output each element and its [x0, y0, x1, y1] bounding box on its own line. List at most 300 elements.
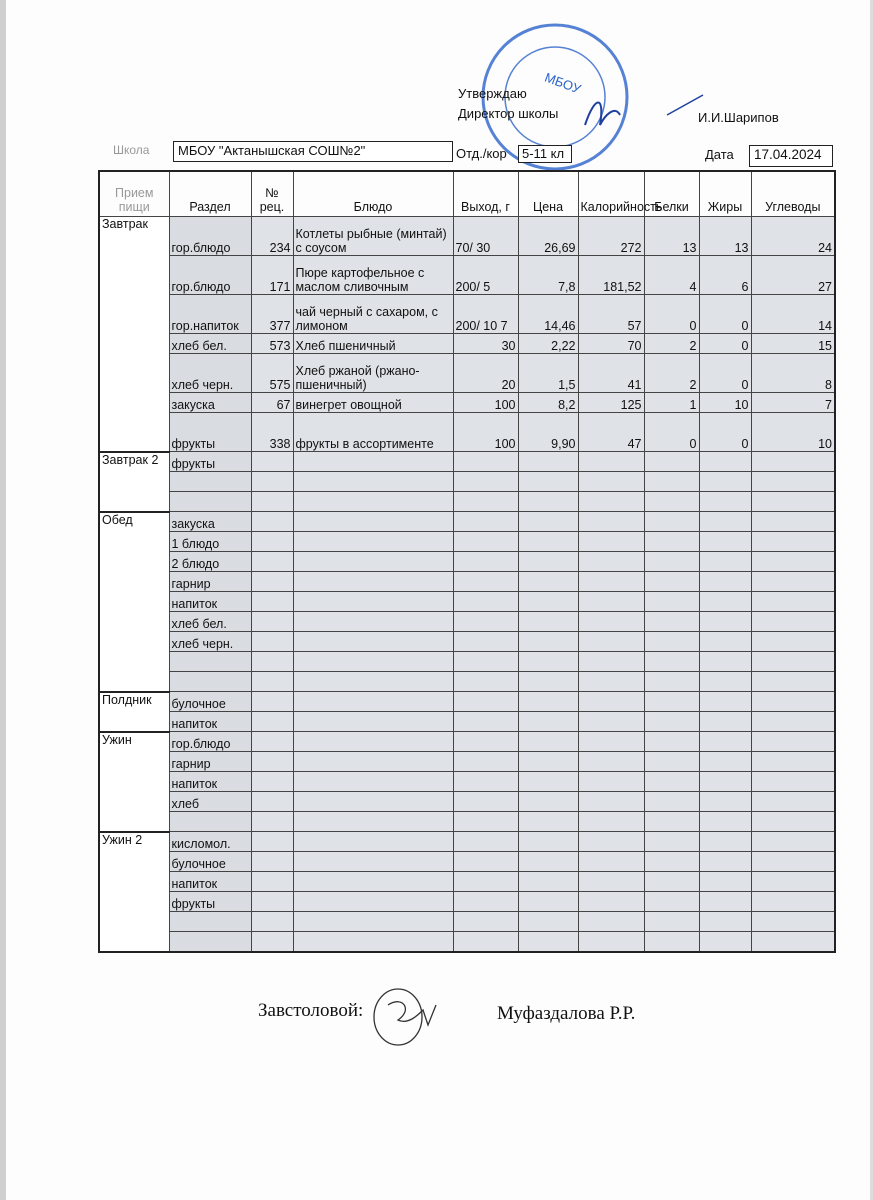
carbs-cell: [751, 872, 835, 892]
fat-cell: [699, 852, 751, 872]
output-cell: [453, 512, 518, 532]
calories-cell: [578, 612, 644, 632]
col-calories: Калорийность: [578, 171, 644, 217]
carbs-cell: 10: [751, 413, 835, 452]
output-cell: [453, 812, 518, 832]
price-cell: 26,69: [518, 217, 578, 256]
carbs-cell: [751, 572, 835, 592]
calories-cell: [578, 592, 644, 612]
carbs-cell: [751, 452, 835, 472]
table-header: [99, 171, 835, 217]
col-price: Цена: [518, 171, 578, 217]
output-cell: [453, 452, 518, 472]
section-cell: напиток: [169, 712, 251, 732]
table-row: [99, 295, 835, 334]
output-cell: [453, 772, 518, 792]
section-cell: гор.блюдо: [169, 256, 251, 295]
carbs-cell: [751, 852, 835, 872]
output-cell: [453, 492, 518, 512]
carbs-cell: [751, 652, 835, 672]
table-row: [99, 752, 835, 772]
section-cell: [169, 932, 251, 953]
fat-cell: 0: [699, 334, 751, 354]
table-row: [99, 472, 835, 492]
col-output: Выход, г: [453, 171, 518, 217]
protein-cell: [644, 732, 699, 752]
output-cell: [453, 852, 518, 872]
section-cell: гарнир: [169, 752, 251, 772]
output-cell: [453, 592, 518, 612]
carbs-cell: [751, 552, 835, 572]
protein-cell: [644, 692, 699, 712]
recipe-cell: [251, 572, 293, 592]
dish-cell: [293, 532, 453, 552]
approve-label: Утверждаю: [458, 86, 527, 101]
carbs-cell: [751, 772, 835, 792]
table-row: [99, 492, 835, 512]
dish-cell: Хлеб пшеничный: [293, 334, 453, 354]
dish-cell: [293, 932, 453, 953]
calories-cell: 272: [578, 217, 644, 256]
dish-cell: [293, 732, 453, 752]
recipe-cell: [251, 592, 293, 612]
table-row: [99, 792, 835, 812]
output-cell: [453, 792, 518, 812]
recipe-cell: [251, 932, 293, 953]
protein-cell: [644, 552, 699, 572]
section-cell: гарнир: [169, 572, 251, 592]
dish-cell: [293, 472, 453, 492]
calories-cell: [578, 932, 644, 953]
table-row: [99, 932, 835, 953]
recipe-cell: [251, 492, 293, 512]
fat-cell: [699, 592, 751, 612]
fat-cell: [699, 512, 751, 532]
fat-cell: [699, 552, 751, 572]
price-cell: [518, 492, 578, 512]
fat-cell: 6: [699, 256, 751, 295]
section-cell: напиток: [169, 772, 251, 792]
calories-cell: [578, 632, 644, 652]
output-cell: [453, 912, 518, 932]
protein-cell: [644, 572, 699, 592]
fat-cell: [699, 812, 751, 832]
output-cell: [453, 572, 518, 592]
table-row: [99, 692, 835, 712]
price-cell: [518, 932, 578, 953]
price-cell: [518, 612, 578, 632]
calories-cell: [578, 852, 644, 872]
output-cell: [453, 472, 518, 492]
output-cell: 70/ 30: [453, 217, 518, 256]
dish-cell: [293, 572, 453, 592]
recipe-cell: [251, 772, 293, 792]
fat-cell: 0: [699, 295, 751, 334]
protein-cell: [644, 452, 699, 472]
fat-cell: 0: [699, 354, 751, 393]
dish-cell: [293, 552, 453, 572]
section-cell: закуска: [169, 512, 251, 532]
carbs-cell: [751, 792, 835, 812]
carbs-cell: 15: [751, 334, 835, 354]
carbs-cell: 7: [751, 393, 835, 413]
carbs-cell: [751, 672, 835, 692]
output-cell: [453, 692, 518, 712]
protein-cell: [644, 872, 699, 892]
calories-cell: [578, 452, 644, 472]
calories-cell: 41: [578, 354, 644, 393]
price-cell: [518, 732, 578, 752]
svg-text:МБОУ: МБОУ: [542, 69, 583, 97]
table-row: [99, 912, 835, 932]
fat-cell: [699, 492, 751, 512]
protein-cell: [644, 532, 699, 552]
carbs-cell: [751, 752, 835, 772]
section-cell: булочное: [169, 692, 251, 712]
director-label: Директор школы: [458, 106, 559, 121]
calories-cell: [578, 812, 644, 832]
carbs-cell: 14: [751, 295, 835, 334]
dish-cell: [293, 592, 453, 612]
protein-cell: 0: [644, 295, 699, 334]
fat-cell: [699, 532, 751, 552]
recipe-cell: [251, 912, 293, 932]
recipe-cell: 171: [251, 256, 293, 295]
table-row: [99, 812, 835, 832]
carbs-cell: [751, 812, 835, 832]
output-cell: [453, 932, 518, 953]
meal-name: Обед: [99, 512, 169, 692]
dish-cell: [293, 912, 453, 932]
calories-cell: [578, 492, 644, 512]
calories-cell: [578, 792, 644, 812]
table-row: [99, 832, 835, 852]
dept-field: 5-11 кл: [518, 145, 572, 163]
recipe-cell: [251, 832, 293, 852]
carbs-cell: [751, 712, 835, 732]
price-cell: 8,2: [518, 393, 578, 413]
price-cell: [518, 772, 578, 792]
output-cell: [453, 752, 518, 772]
carbs-cell: 24: [751, 217, 835, 256]
protein-cell: [644, 932, 699, 953]
dish-cell: [293, 872, 453, 892]
meal-name: Ужин: [99, 732, 169, 832]
carbs-cell: [751, 632, 835, 652]
recipe-cell: [251, 712, 293, 732]
dept-label: Отд./кор: [456, 146, 507, 161]
dish-cell: [293, 512, 453, 532]
output-cell: [453, 732, 518, 752]
calories-cell: [578, 772, 644, 792]
recipe-cell: [251, 672, 293, 692]
carbs-cell: [751, 892, 835, 912]
fat-cell: [699, 472, 751, 492]
price-cell: [518, 592, 578, 612]
dish-cell: Хлеб ржаной (ржано-пшеничный): [293, 354, 453, 393]
table-row: [99, 354, 835, 393]
section-cell: хлеб бел.: [169, 612, 251, 632]
table-row: [99, 892, 835, 912]
output-cell: [453, 672, 518, 692]
col-fat: Жиры: [699, 171, 751, 217]
output-cell: [453, 632, 518, 652]
protein-cell: [644, 652, 699, 672]
calories-cell: [578, 692, 644, 712]
calories-cell: [578, 832, 644, 852]
dish-cell: чай черный с сахаром, с лимоном: [293, 295, 453, 334]
protein-cell: 4: [644, 256, 699, 295]
table-row: [99, 852, 835, 872]
fat-cell: [699, 632, 751, 652]
recipe-cell: [251, 732, 293, 752]
col-protein: Белки: [644, 171, 699, 217]
fat-cell: [699, 832, 751, 852]
output-cell: 100: [453, 393, 518, 413]
meal-name: Завтрак: [99, 217, 169, 452]
output-cell: 30: [453, 334, 518, 354]
protein-cell: [644, 892, 699, 912]
protein-cell: 2: [644, 334, 699, 354]
carbs-cell: [751, 592, 835, 612]
dish-cell: фрукты в ассортименте: [293, 413, 453, 452]
scan-edge: [0, 0, 6, 1200]
section-cell: [169, 472, 251, 492]
price-cell: [518, 532, 578, 552]
price-cell: 2,22: [518, 334, 578, 354]
recipe-cell: 377: [251, 295, 293, 334]
price-cell: [518, 912, 578, 932]
carbs-cell: [751, 692, 835, 712]
calories-cell: [578, 712, 644, 732]
calories-cell: [578, 652, 644, 672]
protein-cell: [644, 472, 699, 492]
fat-cell: [699, 892, 751, 912]
recipe-cell: [251, 452, 293, 472]
protein-cell: [644, 852, 699, 872]
section-cell: напиток: [169, 592, 251, 612]
school-field: МБОУ "Актанышская СОШ№2": [173, 141, 453, 162]
output-cell: 100: [453, 413, 518, 452]
section-cell: [169, 912, 251, 932]
carbs-cell: [751, 612, 835, 632]
recipe-cell: [251, 612, 293, 632]
calories-cell: [578, 752, 644, 772]
footer-label: Завстоловой:: [258, 1000, 364, 1021]
recipe-cell: [251, 472, 293, 492]
output-cell: [453, 832, 518, 852]
recipe-cell: [251, 792, 293, 812]
section-cell: [169, 672, 251, 692]
carbs-cell: [751, 732, 835, 752]
protein-cell: [644, 912, 699, 932]
calories-cell: [578, 472, 644, 492]
table-row: [99, 772, 835, 792]
section-cell: хлеб: [169, 792, 251, 812]
col-dish: Блюдо: [293, 171, 453, 217]
fat-cell: 0: [699, 413, 751, 452]
section-cell: кисломол.: [169, 832, 251, 852]
table-row: [99, 732, 835, 752]
protein-cell: [644, 672, 699, 692]
price-cell: [518, 672, 578, 692]
director-name: И.И.Шарипов: [698, 110, 779, 125]
fat-cell: [699, 572, 751, 592]
carbs-cell: [751, 472, 835, 492]
dish-cell: [293, 772, 453, 792]
recipe-cell: 234: [251, 217, 293, 256]
dish-cell: [293, 832, 453, 852]
section-cell: гор.блюдо: [169, 217, 251, 256]
section-cell: 1 блюдо: [169, 532, 251, 552]
price-cell: [518, 752, 578, 772]
recipe-cell: [251, 632, 293, 652]
table-row: [99, 712, 835, 732]
calories-cell: [578, 912, 644, 932]
price-cell: [518, 512, 578, 532]
protein-cell: [644, 512, 699, 532]
dish-cell: [293, 632, 453, 652]
fat-cell: 13: [699, 217, 751, 256]
section-cell: [169, 812, 251, 832]
fat-cell: [699, 692, 751, 712]
carbs-cell: [751, 932, 835, 953]
protein-cell: 13: [644, 217, 699, 256]
dish-cell: [293, 812, 453, 832]
protein-cell: [644, 792, 699, 812]
table-row: [99, 592, 835, 612]
table-row: [99, 413, 835, 452]
recipe-cell: [251, 512, 293, 532]
output-cell: [453, 612, 518, 632]
table-row: [99, 334, 835, 354]
protein-cell: [644, 612, 699, 632]
price-cell: 7,8: [518, 256, 578, 295]
table-row: [99, 652, 835, 672]
price-cell: [518, 632, 578, 652]
price-cell: [518, 472, 578, 492]
carbs-cell: 8: [751, 354, 835, 393]
dish-cell: [293, 892, 453, 912]
dish-cell: [293, 652, 453, 672]
recipe-cell: [251, 552, 293, 572]
price-cell: [518, 452, 578, 472]
dish-cell: [293, 612, 453, 632]
price-cell: 14,46: [518, 295, 578, 334]
price-cell: [518, 552, 578, 572]
fat-cell: [699, 452, 751, 472]
school-label: Школа: [113, 143, 150, 157]
fat-cell: [699, 672, 751, 692]
price-cell: [518, 572, 578, 592]
price-cell: [518, 852, 578, 872]
fat-cell: [699, 932, 751, 953]
protein-cell: [644, 712, 699, 732]
table-row: [99, 632, 835, 652]
dish-cell: [293, 672, 453, 692]
recipe-cell: [251, 692, 293, 712]
price-cell: [518, 652, 578, 672]
table-row: [99, 552, 835, 572]
section-cell: фрукты: [169, 413, 251, 452]
recipe-cell: [251, 852, 293, 872]
section-cell: фрукты: [169, 452, 251, 472]
calories-cell: [578, 672, 644, 692]
output-cell: [453, 532, 518, 552]
col-meal: Прием пищи: [99, 171, 169, 217]
carbs-cell: [751, 832, 835, 852]
price-cell: [518, 892, 578, 912]
section-cell: фрукты: [169, 892, 251, 912]
calories-cell: 181,52: [578, 256, 644, 295]
dish-cell: [293, 452, 453, 472]
section-cell: [169, 492, 251, 512]
fat-cell: [699, 912, 751, 932]
table-row: [99, 672, 835, 692]
recipe-cell: 573: [251, 334, 293, 354]
calories-cell: [578, 512, 644, 532]
meal-name: Полдник: [99, 692, 169, 732]
fat-cell: [699, 712, 751, 732]
section-cell: хлеб черн.: [169, 354, 251, 393]
fat-cell: [699, 792, 751, 812]
section-cell: хлеб бел.: [169, 334, 251, 354]
output-cell: [453, 872, 518, 892]
protein-cell: [644, 632, 699, 652]
dish-cell: [293, 792, 453, 812]
recipe-cell: [251, 752, 293, 772]
footer-name: Муфаздалова Р.Р.: [497, 1003, 636, 1024]
table-row: [99, 217, 835, 256]
meal-name: Ужин 2: [99, 832, 169, 953]
price-cell: 9,90: [518, 413, 578, 452]
dish-cell: [293, 692, 453, 712]
price-cell: [518, 692, 578, 712]
protein-cell: 2: [644, 354, 699, 393]
fat-cell: [699, 612, 751, 632]
output-cell: [453, 552, 518, 572]
calories-cell: [578, 732, 644, 752]
calories-cell: [578, 572, 644, 592]
output-cell: 200/ 5: [453, 256, 518, 295]
section-cell: закуска: [169, 393, 251, 413]
output-cell: [453, 892, 518, 912]
protein-cell: 0: [644, 413, 699, 452]
calories-cell: [578, 872, 644, 892]
fat-cell: [699, 752, 751, 772]
col-carbs: Углеводы: [751, 171, 835, 217]
section-cell: хлеб черн.: [169, 632, 251, 652]
table-row: [99, 572, 835, 592]
output-cell: [453, 652, 518, 672]
recipe-cell: 67: [251, 393, 293, 413]
price-cell: [518, 832, 578, 852]
calories-cell: [578, 552, 644, 572]
dish-cell: [293, 492, 453, 512]
section-cell: напиток: [169, 872, 251, 892]
protein-cell: [644, 832, 699, 852]
carbs-cell: [751, 512, 835, 532]
dish-cell: [293, 712, 453, 732]
dish-cell: Пюре картофельное с маслом сливочным: [293, 256, 453, 295]
date-field: 17.04.2024: [749, 145, 833, 167]
recipe-cell: [251, 652, 293, 672]
recipe-cell: [251, 532, 293, 552]
recipe-cell: 575: [251, 354, 293, 393]
carbs-cell: 27: [751, 256, 835, 295]
fat-cell: [699, 652, 751, 672]
fat-cell: 10: [699, 393, 751, 413]
